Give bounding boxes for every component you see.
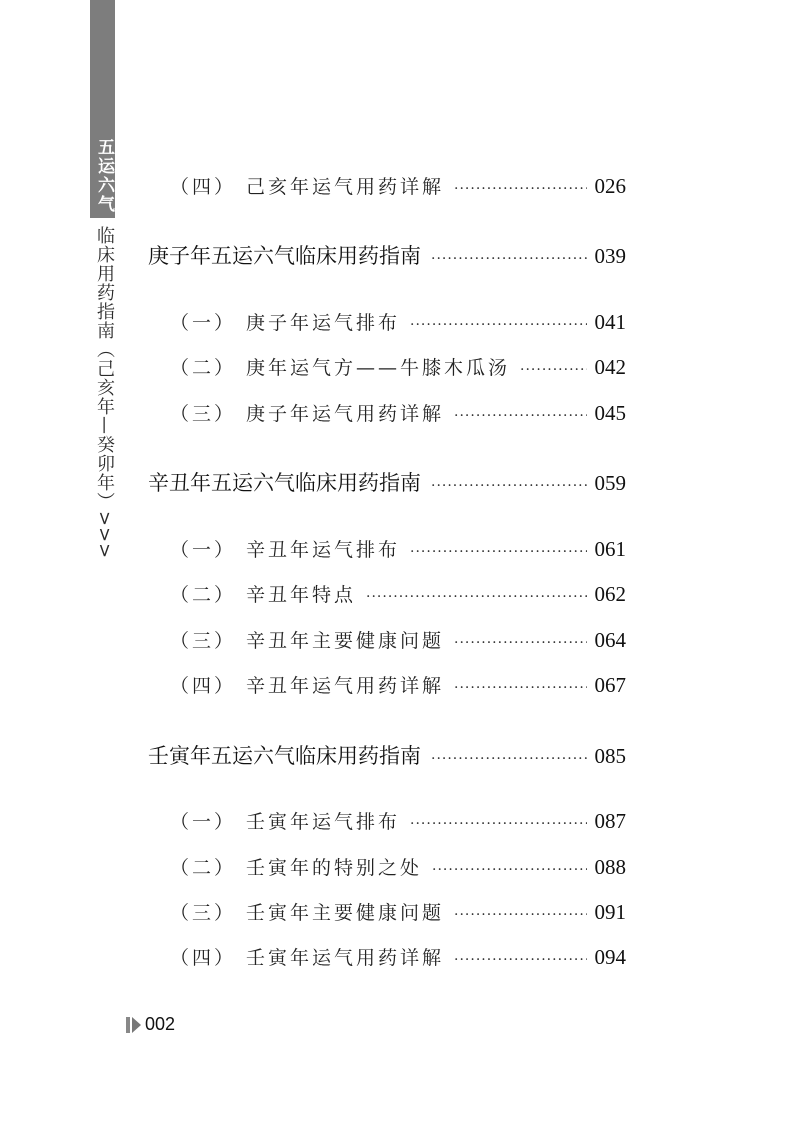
toc-page-number: 091 xyxy=(594,900,626,924)
toc-entry-text: 庚子年运气用药详解 xyxy=(246,403,445,425)
spine-bar-text: 五运六气 xyxy=(94,138,114,214)
toc-entry-text: 庚年运气方——牛膝木瓜汤 xyxy=(246,357,511,379)
toc-section-entry[interactable] xyxy=(148,898,626,925)
toc-entry-text: 辛丑年主要健康问题 xyxy=(246,630,445,652)
toc-entry-number: （三） xyxy=(170,902,237,924)
toc-section-entry[interactable] xyxy=(148,807,626,834)
toc-entry-title xyxy=(170,943,444,970)
toc-entry-title xyxy=(170,535,400,562)
dot-leader xyxy=(454,408,586,424)
page-marker-bar-icon xyxy=(126,1017,130,1033)
toc-entry-number: （四） xyxy=(170,176,237,198)
dot-leader xyxy=(431,478,587,494)
toc-section-entry[interactable] xyxy=(148,671,626,698)
dot-leader xyxy=(431,751,587,767)
toc-page-number: 085 xyxy=(594,744,626,768)
toc-section-entry[interactable] xyxy=(148,580,626,607)
toc-entry-title xyxy=(170,671,444,698)
toc-entry-number: （三） xyxy=(170,403,237,425)
dot-leader xyxy=(520,362,586,378)
toc-chapter-entry[interactable] xyxy=(148,240,626,270)
toc-entry-number: （二） xyxy=(170,857,237,879)
toc-entry-title xyxy=(170,853,422,880)
toc-entry-number: （二） xyxy=(170,584,237,606)
toc-page-number: 041 xyxy=(594,310,626,334)
toc-section-entry[interactable] xyxy=(148,172,626,199)
toc-section-entry[interactable] xyxy=(148,399,626,426)
toc-page-number: 061 xyxy=(594,537,626,561)
toc-section-entry[interactable] xyxy=(148,353,626,380)
toc-page-number: 094 xyxy=(594,945,626,969)
dot-leader xyxy=(410,816,586,832)
toc-section-entry[interactable] xyxy=(148,943,626,970)
dot-leader xyxy=(454,952,586,968)
dot-leader xyxy=(431,251,587,267)
toc-entry-number: （二） xyxy=(170,357,237,379)
toc-page-number: 064 xyxy=(594,628,626,652)
toc-page-number: 026 xyxy=(594,174,626,198)
toc-page-number: 088 xyxy=(594,855,626,879)
toc-page-number: 087 xyxy=(594,809,626,833)
toc-page-number: 067 xyxy=(594,673,626,697)
toc-section-entry[interactable] xyxy=(148,535,626,562)
toc-entry-title xyxy=(170,807,400,834)
toc-entry-title xyxy=(148,467,421,497)
toc-entry-title xyxy=(148,240,421,270)
spine-book-title: 临床用药指南（己亥年—癸卯年）>>> xyxy=(94,226,115,560)
toc-entry-text: 辛丑年五运六气临床用药指南 xyxy=(148,471,421,495)
toc-page-number: 042 xyxy=(594,355,626,379)
dot-leader xyxy=(410,317,586,333)
toc-entry-title xyxy=(170,580,356,607)
toc-section-entry[interactable] xyxy=(148,853,626,880)
toc-entry-text: 壬寅年主要健康问题 xyxy=(246,902,445,924)
dot-leader xyxy=(454,680,586,696)
toc-entry-number: （三） xyxy=(170,630,237,652)
dot-leader xyxy=(454,907,586,923)
toc-page-number: 045 xyxy=(594,401,626,425)
dot-leader xyxy=(454,181,586,197)
dot-leader xyxy=(454,635,586,651)
toc-entry-number: （四） xyxy=(170,675,237,697)
toc-entry-number: （四） xyxy=(170,947,237,969)
toc-entry-number: （一） xyxy=(170,312,237,334)
page-number: 002 xyxy=(145,1014,176,1034)
toc-entry-text: 庚子年运气排布 xyxy=(246,312,401,334)
toc-entry-text: 壬寅年五运六气临床用药指南 xyxy=(148,744,421,768)
toc-entry-title xyxy=(170,172,444,199)
dot-leader xyxy=(366,589,586,605)
toc-entry-text: 己亥年运气用药详解 xyxy=(246,176,445,198)
toc-section-entry[interactable] xyxy=(148,626,626,653)
toc-entry-text: 辛丑年运气用药详解 xyxy=(246,675,445,697)
page-marker-arrow-icon xyxy=(132,1017,141,1033)
toc-entry-title xyxy=(148,740,421,770)
toc-chapter-entry[interactable] xyxy=(148,740,626,770)
spine-bar xyxy=(90,0,115,218)
page-footer xyxy=(126,1014,175,1035)
toc-entry-text: 庚子年五运六气临床用药指南 xyxy=(148,244,421,268)
toc-page-number: 059 xyxy=(594,471,626,495)
toc-page-number: 039 xyxy=(594,244,626,268)
toc-entry-title xyxy=(170,626,444,653)
toc-section-entry[interactable] xyxy=(148,308,626,335)
toc-entry-number: （一） xyxy=(170,811,237,833)
toc-entry-text: 壬寅年的特别之处 xyxy=(246,857,423,879)
toc-entry-text: 壬寅年运气用药详解 xyxy=(246,947,445,969)
toc-entry-title xyxy=(170,353,510,380)
toc-entry-text: 辛丑年运气排布 xyxy=(246,539,401,561)
dot-leader xyxy=(432,862,586,878)
toc-entry-title xyxy=(170,308,400,335)
dot-leader xyxy=(410,544,586,560)
toc-entry-number: （一） xyxy=(170,539,237,561)
toc-page-number: 062 xyxy=(594,582,626,606)
toc-entry-title xyxy=(170,898,444,925)
toc-entry-title xyxy=(170,399,444,426)
toc-entry-text: 壬寅年运气排布 xyxy=(246,811,401,833)
toc-entry-text: 辛丑年特点 xyxy=(246,584,357,606)
toc-chapter-entry[interactable] xyxy=(148,467,626,497)
